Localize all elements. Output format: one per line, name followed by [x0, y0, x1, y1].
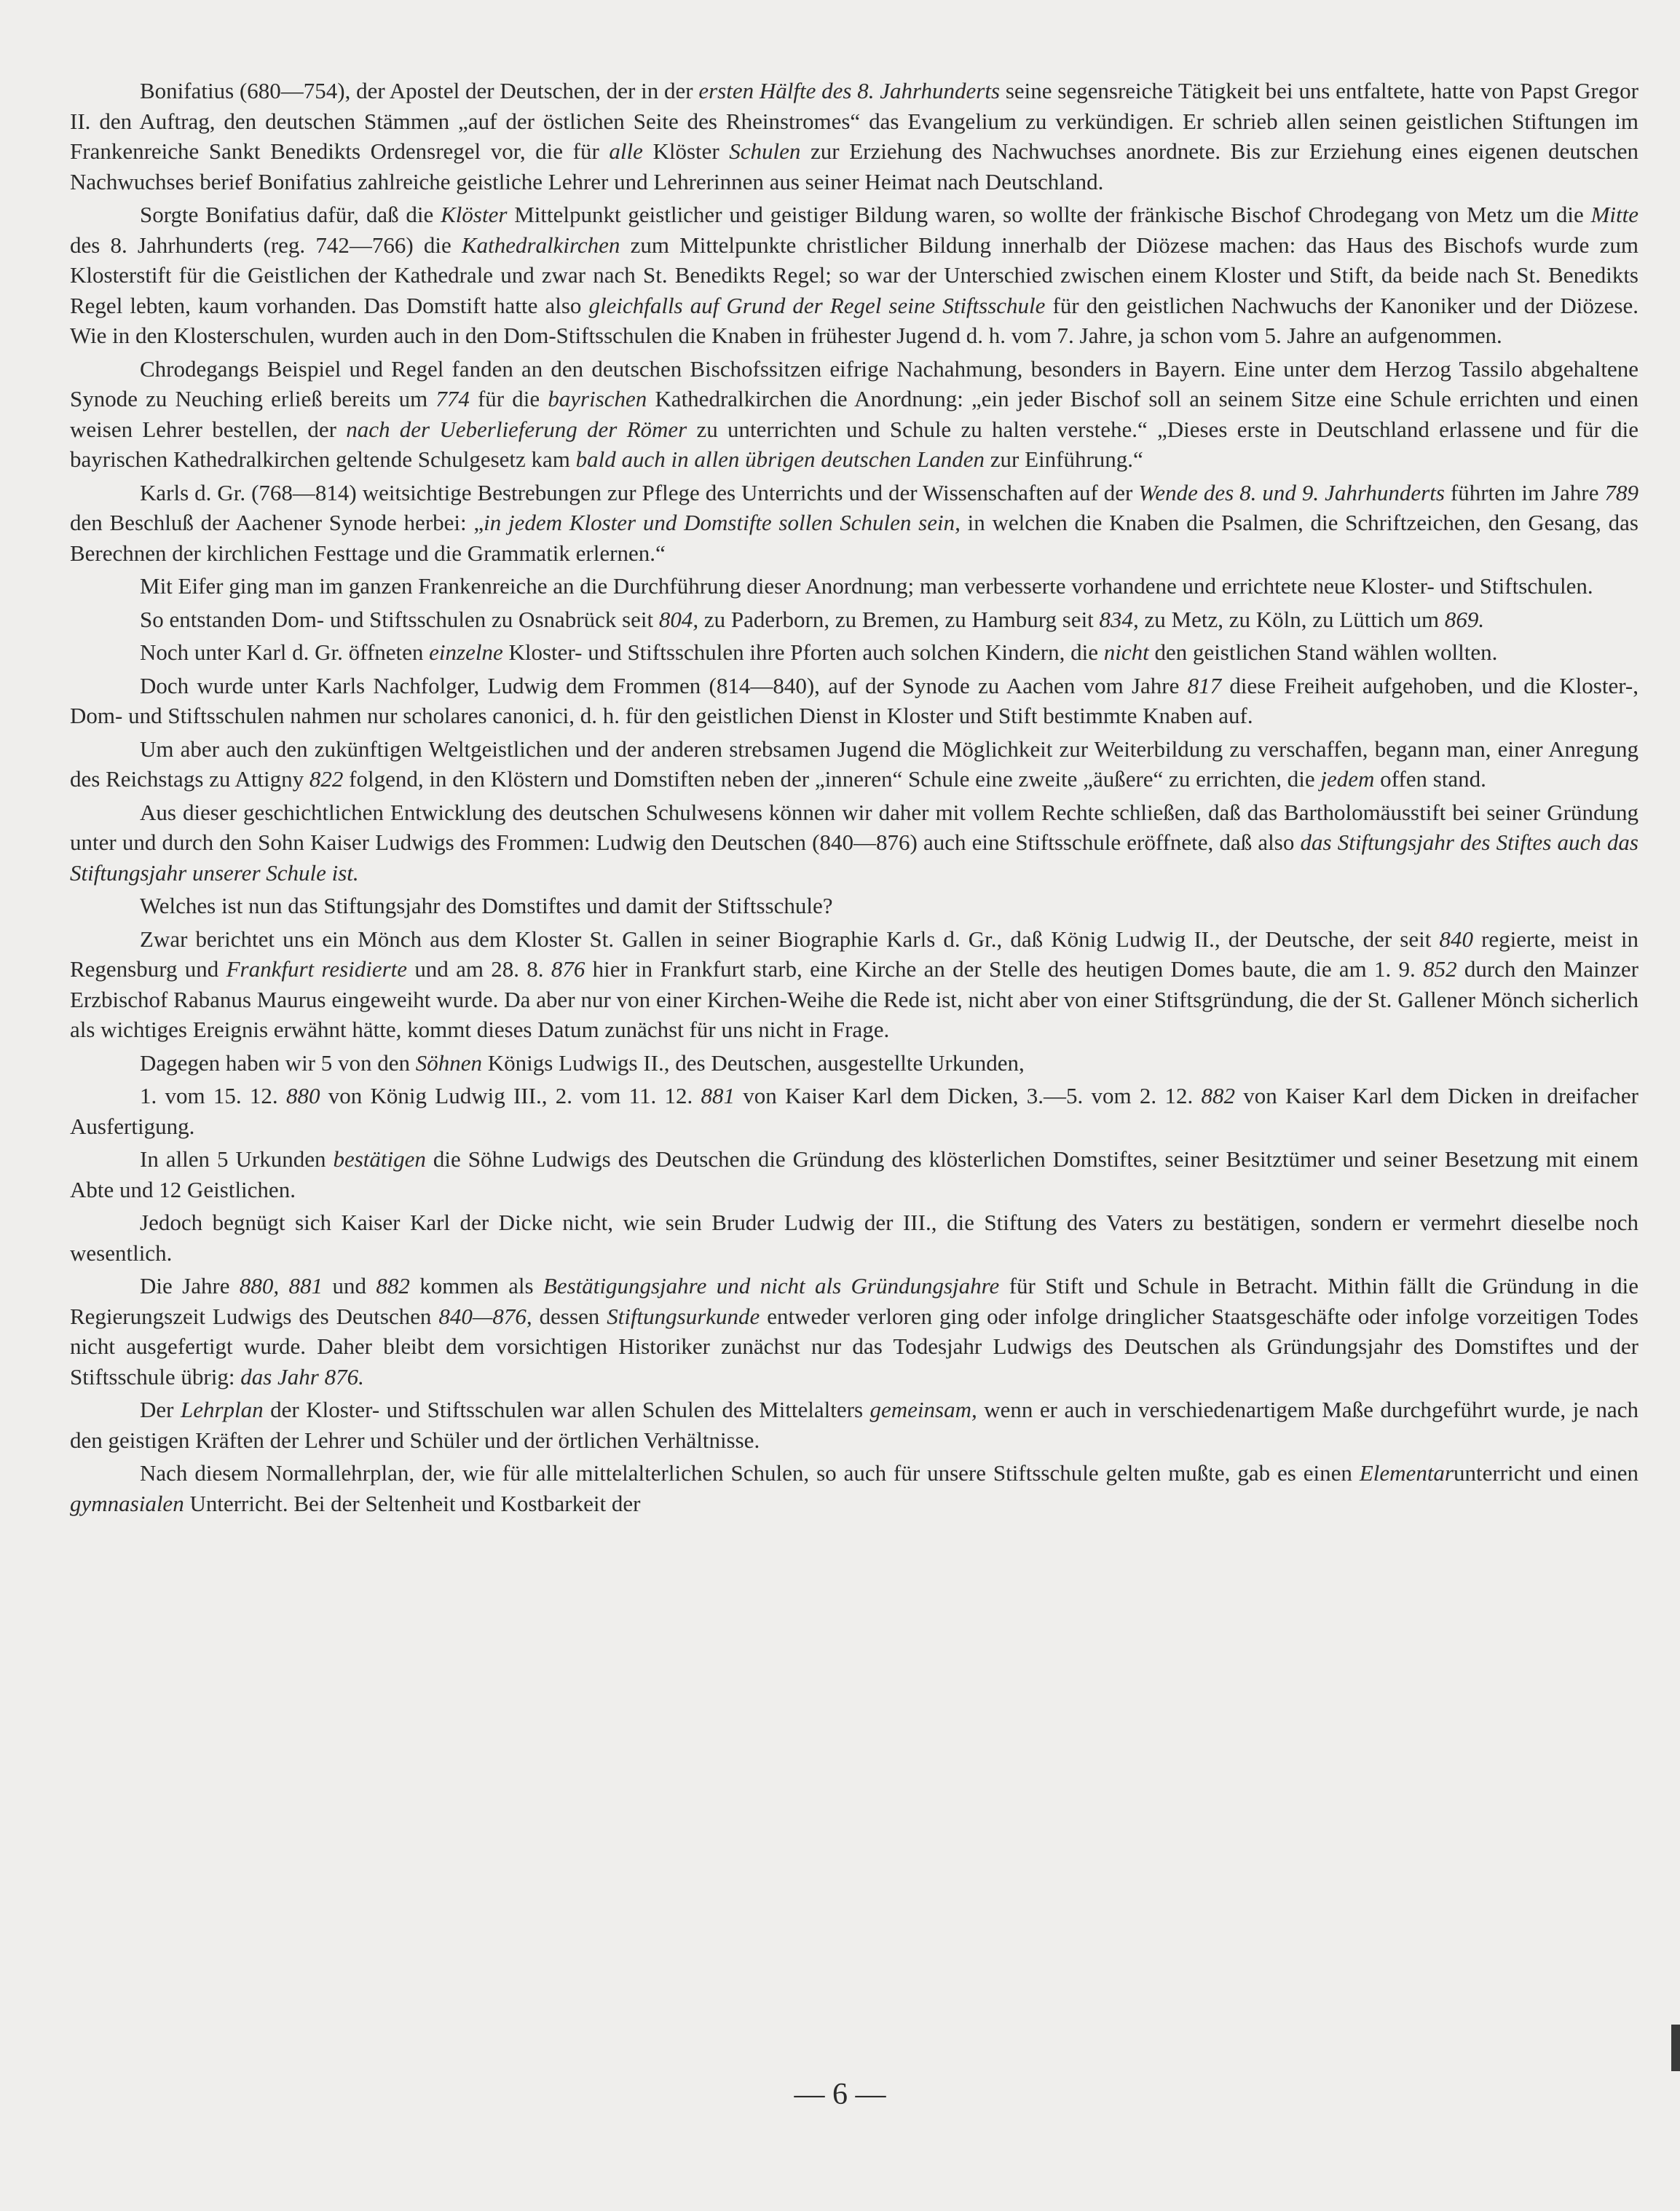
text-run: zum Mittelpunkte christlicher Bildung innerhalb der Diözese machen: das Haus des Bischofs wurde zum Klosterstift für die Geistlichen der Kathedrale und zwar nach St. Benedikts Regel; so war der Unterschied zwischen einem Kloster und Stift, da beide nach St. Benedikts Regel lebten, kaum vorhanden. Das Domstift hatte also [70, 232, 1638, 318]
italic-text: Kathedralkirchen [461, 232, 620, 258]
italic-text: gleichfalls auf Grund der Regel seine Stiftsschule [588, 292, 1046, 318]
text-run: Die Jahre [140, 1273, 240, 1298]
italic-text: 834, [1099, 606, 1139, 632]
text-run: Karls d. Gr. (768—814) weitsichtige Bestrebungen zur Pflege des Unterrichts und der Wissenschaften auf der [140, 479, 1139, 505]
italic-text: 882 [1201, 1083, 1235, 1108]
paragraph [70, 1395, 1638, 1455]
paragraph [70, 571, 1638, 602]
text-run: In allen 5 Urkunden [140, 1146, 334, 1172]
text-run: den geistlichen Stand wählen wollten. [1148, 639, 1498, 665]
italic-text: in jedem Kloster und Domstifte sollen Schulen sein, [484, 510, 961, 535]
paragraph [70, 1271, 1638, 1392]
text-run: hier in Frankfurt starb, eine Kirche an der Stelle des heutigen Domes baute, die am 1. 9. [585, 956, 1424, 982]
text-run: die Söhne Ludwigs des Deutschen die Gründung des klösterlichen Domstiftes, seiner Besitztümer und seiner Besetzung mit einem Abte und 12 Geistlichen. [70, 1146, 1638, 1202]
text-run: des 8. Jahrhunderts (reg. 742—766) die [70, 232, 462, 258]
italic-text: jedem [1320, 766, 1375, 792]
italic-text: 881 [701, 1083, 736, 1108]
italic-text: das Stiftungsjahr des Stiftes auch das Stiftungsjahr unserer Schule ist. [70, 829, 1638, 886]
text-run: Königs Ludwigs II., des Deutschen, ausgestellte Urkunden, [482, 1049, 1025, 1076]
paragraph [70, 1458, 1638, 1518]
italic-text: Mitte [1590, 202, 1638, 227]
italic-text: ersten Hälfte des 8. Jahrhunderts [698, 78, 1001, 103]
italic-text: 774 [435, 386, 470, 411]
text-run: Um aber auch den zukünftigen Weltgeistlichen und der anderen strebsamen Jugend die Möglichkeit zur Weiterbildung zu verschaffen, begann man, einer Anregung des Reichstags zu Attigny [70, 736, 1638, 792]
text-run: regierte, meist in Regensburg und [70, 926, 1638, 982]
italic-text: nach der Ueberlieferung der Römer [346, 416, 687, 442]
text-run: Klöster [642, 138, 730, 164]
text-run: seine segensreiche Tätigkeit bei uns entfaltete, hatte von Papst Gregor II. den Auftrag, den deutschen Stämmen „auf der östlichen Seite des Rheinstromes“ das Evangelium zu verkündigen. Er schrieb allen seinen geistlichen Stiftungen im Frankenreiche Sankt Benedikts Ordensregel vor, die für [70, 78, 1638, 164]
text-run: dessen [532, 1303, 607, 1329]
paragraph [70, 1081, 1638, 1141]
text-run: Welches ist nun das Stiftungsjahr des Domstiftes und damit der Stiftsschule? [140, 893, 833, 918]
text-run: entweder verloren ging oder infolge dringlicher Staatsgeschäfte oder infolge vorzeitigen Todes nicht ausgefertigt wurde. Daher bleibt dem vorsichtigen Historiker zunächst nur das Todesjahr Ludwigs des Deutschen als Gründungsjahr des Domstiftes und der Stiftsschule übrig: [70, 1303, 1638, 1390]
italic-text: 852 [1423, 956, 1457, 982]
italic-text: Klöster [441, 202, 508, 227]
text-run: zur Einführung.“ [985, 446, 1143, 472]
page-edge-shadow [1671, 2025, 1680, 2071]
italic-text: 840 [1439, 926, 1473, 952]
text-run: zu unterrichten und Schule zu halten verstehe.“ „Dieses erste in Deutschland erlassene und für die bayrischen Kathedralkirchen geltende Schulgesetz kam [70, 416, 1638, 472]
text-run: kommen als [409, 1273, 543, 1298]
text-run: folgend, in den Klöstern und Domstiften neben der „inneren“ Schule eine zweite „äußere“ zu errichten, die [343, 766, 1321, 792]
text-run: Der [140, 1397, 181, 1422]
text-run: der Kloster- und Stiftsschulen war allen Schulen des Mittelalters [263, 1397, 870, 1422]
text-run: für den geistlichen Nachwuchs der Kanoniker und der Diözese. Wie in den Klosterschulen, wurden auch in den Dom-Stiftsschulen die Knaben in frühester Jugend d. h. vom 7. Jahre, ja schon vom 5. Jahre an aufgenommen. [70, 292, 1638, 348]
italic-text: Bestätigungsjahre und nicht als Gründungsjahre [543, 1273, 1000, 1298]
italic-text: Elementar [1359, 1460, 1454, 1486]
italic-text: Lehrplan [180, 1397, 264, 1422]
italic-text: Frankfurt residierte [226, 956, 408, 982]
italic-text: Wende des 8. und 9. Jahrhunderts [1138, 479, 1445, 505]
paragraph [70, 200, 1638, 351]
text-run: und [323, 1273, 376, 1298]
italic-text: das Jahr 876. [240, 1363, 364, 1390]
paragraph [70, 354, 1638, 475]
paragraph [70, 1144, 1638, 1205]
paragraph [70, 671, 1638, 731]
text-run: unterricht und einen [1454, 1460, 1638, 1486]
text-run: und am 28. 8. [407, 956, 551, 982]
italic-text: 822 [309, 766, 344, 792]
text-run: Sorgte Bonifatius dafür, daß die [140, 202, 441, 227]
text-run: Nach diesem Normallehrplan, der, wie für alle mittelalterlichen Schulen, so auch für unsere Stiftsschule gelten mußte, gab es einen [140, 1460, 1360, 1486]
paragraph [70, 1207, 1638, 1268]
text-run: Chrodegangs Beispiel und Regel fanden an den deutschen Bischofssitzen eifrige Nachahmung, besonders in Bayern. Eine unter dem Herzog Tassilo abgehaltene Synode zu Neuching erließ bereits um [70, 355, 1638, 411]
text-run: 1. vom 15. 12. [140, 1083, 286, 1108]
italic-text: bestätigen [333, 1146, 426, 1172]
paragraph [70, 604, 1638, 635]
italic-text: 789 [1604, 479, 1638, 505]
text-run: zu Metz, zu Köln, zu Lüttich um [1138, 606, 1445, 632]
italic-text: gymnasialen [70, 1490, 184, 1516]
italic-text: 869. [1444, 606, 1485, 632]
text-run: Zwar berichtet uns ein Mönch aus dem Kloster St. Gallen in seiner Biographie Karls d. Gr., daß König Ludwig II., der Deutsche, der seit [140, 926, 1440, 952]
italic-text: 840—876, [438, 1303, 532, 1329]
paragraph [70, 478, 1638, 569]
text-run: So entstanden Dom- und Stiftsschulen zu Osnabrück seit [140, 606, 659, 632]
text-run: von Kaiser Karl dem Dicken, 3.—5. vom 2. 12. [735, 1083, 1202, 1108]
italic-text: 882 [376, 1273, 410, 1298]
italic-text: Stiftungsurkunde [607, 1303, 760, 1329]
text-run: Jedoch begnügt sich Kaiser Karl der Dicke nicht, wie sein Bruder Ludwig der III., die Stiftung des Vaters zu bestätigen, sondern er vermehrt dieselbe noch wesentlich. [70, 1210, 1638, 1266]
paragraph [70, 797, 1638, 888]
italic-text: 817 [1187, 672, 1222, 698]
italic-text: bald auch in allen übrigen deutschen Landen [575, 446, 985, 472]
text-run: Mit Eifer ging man im ganzen Frankenreiche an die Durchführung dieser Anordnung; man verbesserte vorhandene und errichtete neue Kloster- und Stiftschulen. [140, 573, 1593, 599]
text-run: zur Erziehung des Nachwuchses anordnete. Bis zur Erziehung eines eigenen deutschen Nachwuchses berief Bonifatius zahlreiche geistliche Lehrer und Lehrerinnen aus seiner Heimat nach Deutschland. [70, 138, 1638, 194]
italic-text: 880 [285, 1083, 320, 1108]
text-run: von König Ludwig III., 2. vom 11. 12. [320, 1083, 701, 1108]
italic-text: einzelne [429, 639, 503, 665]
italic-text: 876 [551, 956, 585, 982]
text-run: Doch wurde unter Karls Nachfolger, Ludwig dem Frommen (814—840), auf der Synode zu Aachen vom Jahre [140, 672, 1188, 698]
text-run: Noch unter Karl d. Gr. öffneten [140, 639, 430, 665]
paragraph [70, 891, 1638, 921]
text-run: wenn er auch in verschiedenartigem Maße durchgeführt wurde, je nach den geistigen Kräften der Lehrer und Schüler und der örtlichen Verhältnisse. [70, 1397, 1638, 1453]
paragraph [70, 1048, 1638, 1079]
text-run: zu Paderborn, zu Bremen, zu Hamburg seit [698, 606, 1100, 632]
text-run: durch den Mainzer Erzbischof Rabanus Maurus eingeweiht wurde. Da aber nur von einer Kirchen-Weihe die Rede ist, nicht aber von einer Stiftsgründung, die der St. Gallener Mönch sicherlich als wichtiges Ereignis erwähnt hätte, kommt dieses Datum zunächst für uns nicht in Frage. [70, 956, 1639, 1042]
text-run: von Kaiser Karl dem Dicken in dreifacher Ausfertigung. [70, 1083, 1638, 1139]
italic-text: Söhnen [415, 1049, 483, 1076]
italic-text: gemeinsam, [869, 1397, 977, 1422]
italic-text: 804, [658, 606, 699, 632]
text-run: Mittelpunkt geistlicher und geistiger Bildung waren, so wollte der fränkische Bischof Chrodegang von Metz um die [507, 202, 1591, 227]
page-number: — 6 — [794, 2078, 886, 2111]
text-run: diese Freiheit aufgehoben, und die Kloster-, Dom- und Stiftsschulen nahmen nur scholares canonici, d. h. für den geistlichen Dienst in Kloster und Stift bestimmte Knaben auf. [70, 672, 1638, 728]
text-run: für Stift und Schule in Betracht. Mithin fällt die Gründung in die Regierungszeit Ludwigs des Deutschen [70, 1273, 1639, 1329]
italic-text: nicht [1103, 639, 1149, 665]
paragraph [70, 76, 1638, 197]
document-body [70, 76, 1638, 1521]
text-run: den Beschluß der Aachener Synode herbei: „ [70, 510, 484, 535]
italic-text: bayrischen [548, 386, 647, 411]
text-run: Dagegen haben wir 5 von den [140, 1049, 416, 1076]
paragraph [70, 637, 1638, 668]
text-run: Kloster- und Stiftsschulen ihre Pforten auch solchen Kindern, die [502, 639, 1104, 665]
text-run: Bonifatius (680—754), der Apostel der Deutschen, der in der [140, 78, 699, 103]
text-run: für die [469, 386, 548, 411]
text-run: in welchen die Knaben die Psalmen, die Schriftzeichen, den Gesang, das Berechnen der kirchlichen Festtage und die Grammatik erlernen.“ [70, 510, 1638, 566]
text-run: offen stand. [1374, 766, 1486, 792]
text-run: Kathedralkirchen die Anordnung: „ein jeder Bischof soll an seinem Sitze eine Schule errichten und einen weisen Lehrer bestellen, der [70, 386, 1638, 442]
paragraph [70, 734, 1638, 795]
paragraph [70, 924, 1638, 1045]
italic-text: 880, 881 [239, 1273, 323, 1298]
italic-text: alle [609, 138, 643, 164]
text-run: Unterricht. Bei der Seltenheit und Kostbarkeit der [184, 1490, 641, 1516]
text-run: führten im Jahre [1444, 479, 1605, 505]
text-run: Aus dieser geschichtlichen Entwicklung des deutschen Schulwesens können wir daher mit vollem Rechte schließen, daß das Bartholomäusstift bei seiner Gründung unter und durch den Sohn Kaiser Ludwigs des Frommen: Ludwig den Deutschen (840—876) auch eine Stiftsschule eröffnete, daß also [70, 799, 1638, 855]
italic-text: Schulen [729, 138, 801, 164]
